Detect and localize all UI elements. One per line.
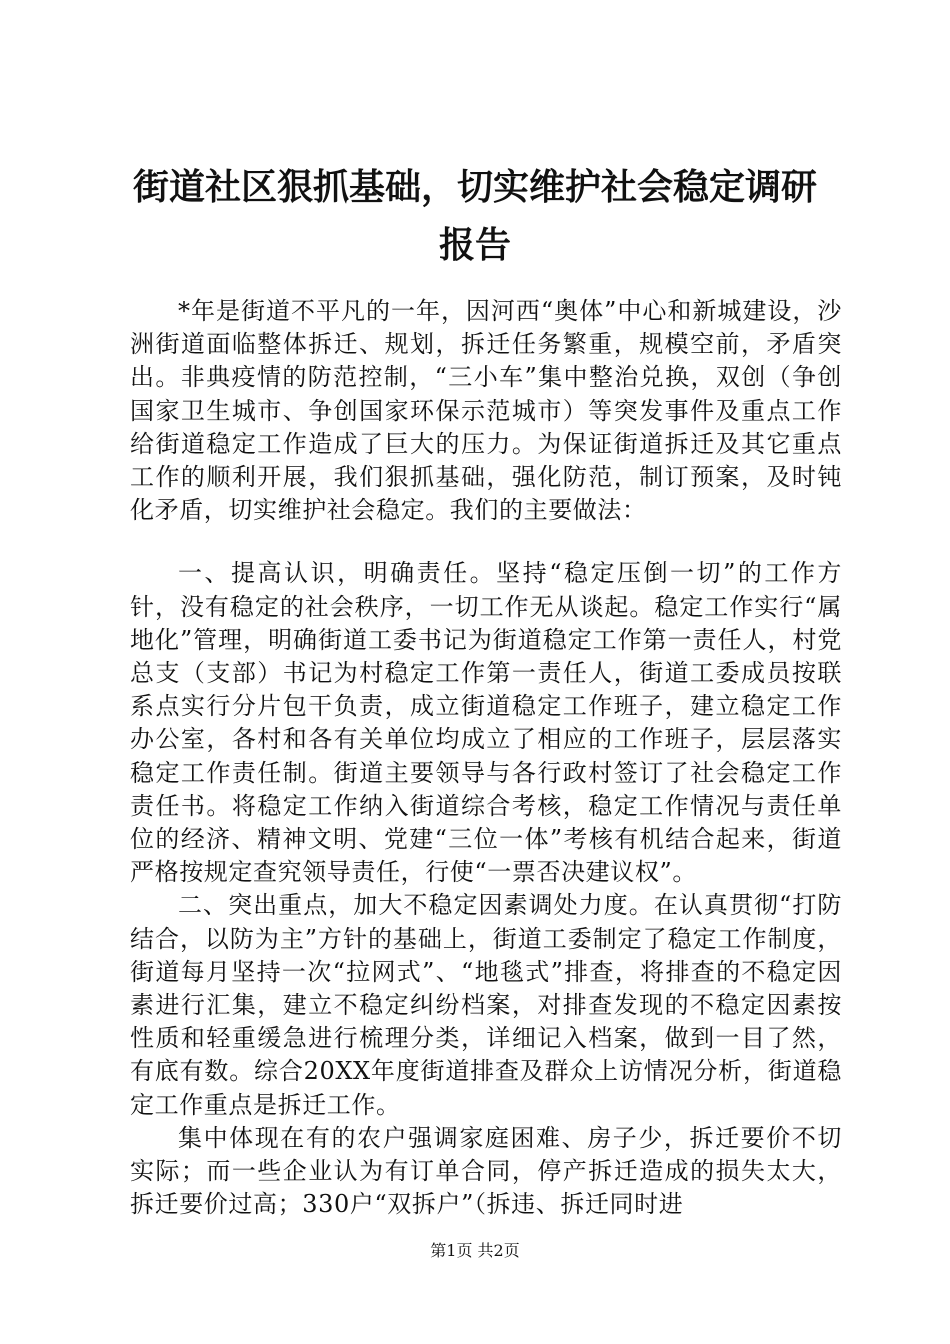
paragraph-section-2: 二、突出重点，加大不稳定因素调处力度。在认真贯彻“打防结合，以防为主”方针的基础上，街道工委制定了稳定工作制度，街道每月坚持一次“拉网式”、“地毯式”排查，将排查的不稳定因素进行汇集，建立不稳定纠纷档案，对排查发现的不稳定因素按性质和轻重缓急进行梳理分类，详细记入档案，做到一目了然，有底有数。综合20XX年度街道排查及群众上访情况分析，街道稳定工作重点是拆迁工作。 bbox=[130, 891, 842, 1119]
paragraph-continued: 集中体现在有的农户强调家庭困难、房子少，拆迁要价不切实际；而一些企业认为有订单合同，停产拆迁造成的损失太大，拆迁要价过高；330户“双拆户”（拆违、拆迁同时进 bbox=[130, 1123, 842, 1219]
document-body bbox=[130, 295, 842, 1221]
page-footer: 第1页 共2页 bbox=[430, 1241, 520, 1260]
paragraph-intro: *年是街道不平凡的一年，因河西“奥体”中心和新城建设，沙洲街道面临整体拆迁、规划，拆迁任务繁重，规模空前，矛盾突出。非典疫情的防范控制，“三小车”集中整治兑换，双创（争创国家卫生城市、争创国家环保示范城市）等突发事件及重点工作给街道稳定工作造成了巨大的压力。为保证街道拆迁及其它重点工作的顺利开展，我们狠抓基础，强化防范，制订预案，及时钝化矛盾，切实维护社会稳定。我们的主要做法： bbox=[130, 297, 842, 525]
document-title: 街道社区狠抓基础，切实维护社会稳定调研报告 bbox=[132, 166, 817, 266]
paragraph-section-1: 一、提高认识，明确责任。坚持“稳定压倒一切”的工作方针，没有稳定的社会秩序，一切工作无从谈起。稳定工作实行“属地化”管理，明确街道工委书记为街道稳定工作第一责任人，村党总支（支部）书记为村稳定工作第一责任人，街道工委成员按联系点实行分片包干负责，成立街道稳定工作班子，建立稳定工作办公室，各村和各有关单位均成立了相应的工作班子，层层落实稳定工作责任制。街道主要领导与各行政村签订了社会稳定工作责任书。将稳定工作纳入街道综合考核，稳定工作情况与责任单位的经济、精神文明、党建“三位一体”考核有机结合起来，街道严格按规定查究领导责任，行使“一票否决建议权”。 bbox=[130, 559, 842, 887]
